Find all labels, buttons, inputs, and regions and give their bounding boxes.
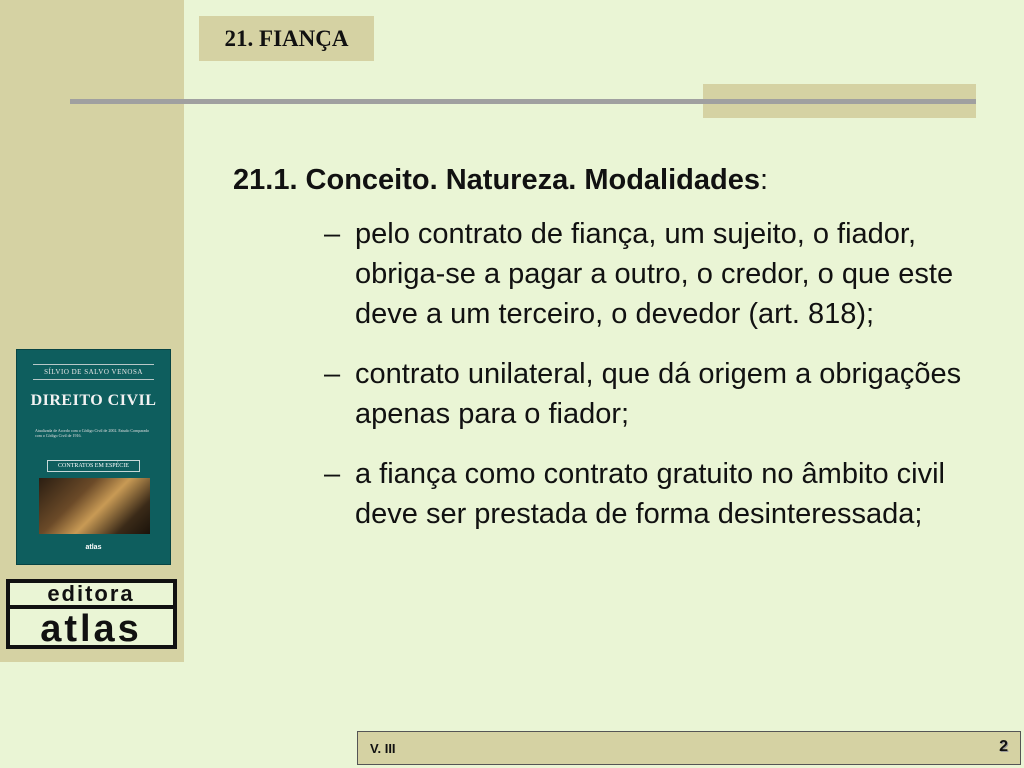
book-cover-image (16, 349, 171, 565)
bullet-item (233, 354, 993, 434)
bullet-item (233, 214, 993, 334)
book-publisher: atlas (85, 544, 102, 551)
dash-marker: – (324, 218, 341, 250)
dash-marker: – (324, 358, 341, 390)
bullet-text: a fiança como contrato gratuito no âmbito civil deve ser prestada de forma desinteressada; (355, 458, 945, 530)
section-heading (233, 160, 993, 200)
bullet-list (233, 214, 993, 534)
logo-line2: atlas (40, 608, 142, 649)
section-heading-text: 21.1. Conceito. Natureza. Modalidades (233, 164, 760, 196)
book-title: DIREITO CIVIL (30, 392, 157, 409)
dash-marker: – (324, 458, 341, 490)
book-subtitle: Atualizada de Acordo com o Código Civil de 2002. Estudo Comparado com o Código Civil de 1916. (35, 428, 150, 438)
section-heading-colon: : (759, 164, 769, 196)
header-rule-accent (703, 84, 976, 118)
editora-atlas-logo (6, 579, 177, 649)
footer-bar (357, 731, 1021, 765)
slide-title-text: 21. FIANÇA (224, 25, 349, 51)
slide-content (233, 160, 993, 554)
bullet-text: pelo contrato de fiança, um sujeito, o fiador, obriga-se a pagar a outro, o credor, o que este deve a um terceiro, o devedor (art. 818); (355, 218, 954, 330)
book-collection: CONTRATOS EM ESPÉCIE (47, 460, 140, 472)
slide-title (199, 16, 374, 61)
book-author: SÍLVIO DE SALVO VENOSA (33, 364, 154, 380)
bullet-item (233, 454, 993, 534)
volume-label: V. III (370, 741, 396, 756)
bullet-text: contrato unilateral, que dá origem a obrigações apenas para o fiador; (355, 358, 962, 430)
logo-line1: editora (47, 581, 135, 606)
page-number: 2 (999, 738, 1008, 755)
book-cover-art (39, 478, 150, 534)
